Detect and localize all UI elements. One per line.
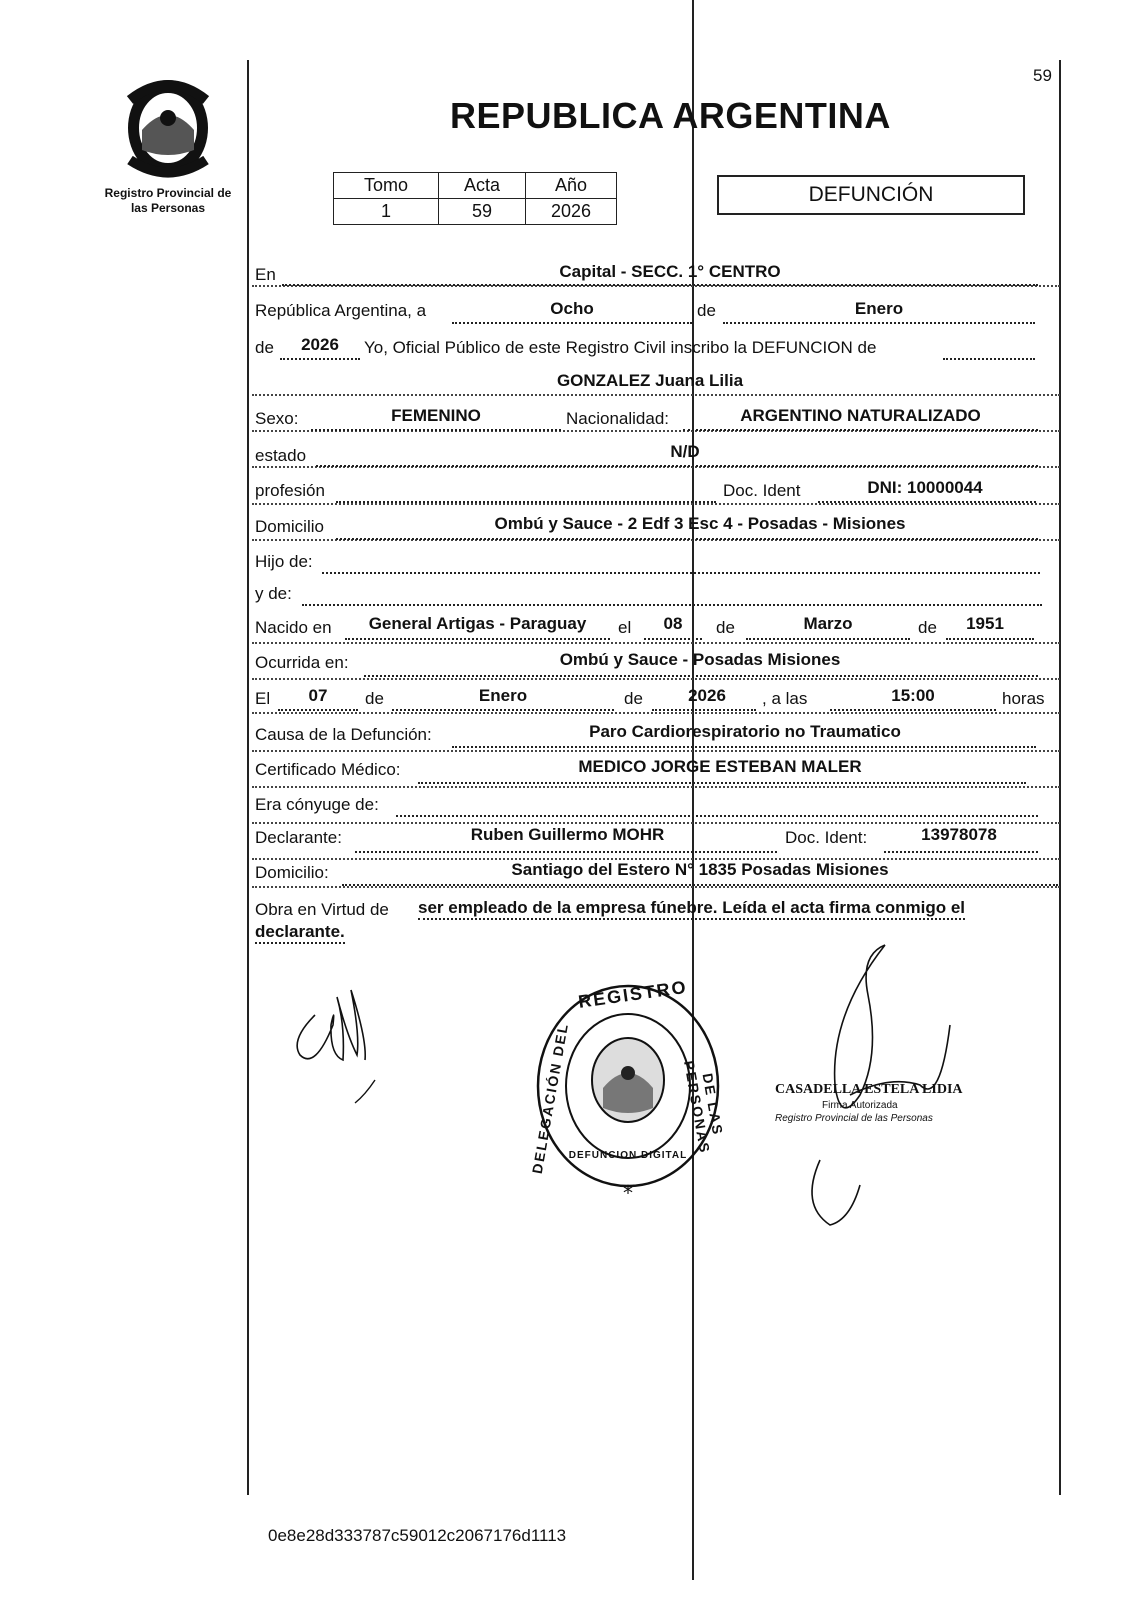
value-causa: Paro Cardiorespiratorio no Traumatico [589,722,901,741]
value-def-dia: 07 [308,686,328,705]
line-nacido-dia [644,638,702,640]
value-ocurrida: Ombú y Sauce - Posadas Misiones [559,650,841,669]
value-obra-line2: declarante. [255,922,345,944]
row-separator [252,712,1060,714]
line-nacionalidad [683,429,1038,431]
label-obra: Obra en Virtud de [255,900,389,919]
document-hash: 0e8e28d333787c59012c2067176d1113 [268,1526,567,1545]
line-certificado [418,782,1026,784]
row-separator [252,394,1060,396]
seal-text-inner: DEFUNCION DIGITAL [568,1150,688,1161]
value-nacido-mes: Marzo [803,614,853,633]
label-nacido-en: Nacido en [255,618,332,637]
value-lugar: Capital - SECC. 1° CENTRO [559,262,781,281]
row-separator [252,786,1060,788]
line-nacido-anio [946,638,1034,640]
label-en: En [255,265,276,284]
line-nacido-lugar [345,638,610,640]
value-domicilio: Ombú y Sauce - 2 Edf 3 Esc 4 - Posadas - Misiones [494,514,906,533]
line-causa [452,746,1036,748]
label-de-mes: de [716,618,735,637]
row-separator [252,503,1060,505]
label-horas: horas [1002,689,1045,708]
value-acta: 59 [439,199,526,225]
value-declarante-domicilio: Santiago del Estero N° 1835 Posadas Misiones [511,860,889,879]
line-y-de [302,604,1042,606]
line-declarante [355,851,777,853]
line-domicilio [336,538,1038,540]
declarant-signature [285,985,395,1105]
line-def-dia [278,709,358,711]
line-hijo-de [322,572,1040,574]
line-anio [280,358,360,360]
line-conyuge [396,815,1038,817]
label-estado: estado [255,446,307,465]
value-obra-line1: ser empleado de la empresa fúnebre. Leída el acta firma conmigo el [418,898,965,920]
left-border-line [247,60,249,1495]
label-y-de: y de: [255,584,292,603]
registry-logo [120,70,216,180]
value-def-mes: Enero [478,686,528,705]
page-title: REPUBLICA ARGENTINA [450,95,891,136]
label-nacionalidad: Nacionalidad: [566,409,670,428]
value-def-anio: 2026 [688,686,726,705]
label-doc-ident-decl: Doc. Ident: [785,828,868,847]
line-def-hora [830,709,996,711]
record-table [333,172,617,225]
value-doc: DNI: 10000044 [867,478,983,497]
value-estado: N/D [670,442,700,461]
label-declarante: Declarante: [255,828,342,847]
line-tail [943,358,1035,360]
value-anio: 2026 [301,335,339,354]
seal-text-right: DE LAS PERSONAS [681,1059,727,1156]
line-nacido-mes [746,638,910,640]
svg-text:*: * [623,1181,633,1205]
label-yo-oficial: Yo, Oficial Público de este Registro Civil inscribo la DEFUNCION de [364,338,877,357]
value-certificado: MEDICO JORGE ESTEBAN MALER [578,757,862,776]
line-dia [452,322,692,324]
line-declarante-doc [884,851,1038,853]
line-profesion [336,501,716,503]
line-def-mes [392,709,614,711]
value-dia-letras: Ocho [550,299,594,318]
value-anio: 2026 [526,199,617,225]
line-lugar [282,284,1038,286]
line-domicilio-decl [342,884,1058,886]
page-number: 59 [1033,66,1052,85]
label-el: el [618,618,632,637]
header-tomo: Tomo [334,173,439,199]
official-org: Registro Provincial de las Personas [775,1113,933,1124]
label-doc-ident: Doc. Ident [723,481,801,500]
label-causa: Causa de la Defunción: [255,725,432,744]
value-nacionalidad: ARGENTINO NATURALIZADO [740,406,981,425]
label-domicilio-decl: Domicilio: [255,863,329,882]
value-sexo: FEMENINO [391,406,481,425]
header-anio: Año [526,173,617,199]
label-de-def: de [365,689,384,708]
line-estado [316,465,1038,467]
label-profesion: profesión [255,481,325,500]
fold-line [692,0,694,1580]
row-separator [252,822,1060,824]
label-conyuge: Era cónyuge de: [255,795,379,814]
seal-text-top: REGISTRO [577,976,689,1012]
line-doc [818,501,1036,503]
label-ocurrida: Ocurrida en: [255,653,349,672]
official-name: CASADELLA ESTELA LIDIA [775,1082,963,1097]
value-declarante-doc: 13978078 [921,825,997,844]
seal-text-left: DELEGACIÓN DEL [528,1021,572,1175]
right-border-line [1059,60,1061,1495]
line-mes [723,322,1035,324]
value-tomo: 1 [334,199,439,225]
line-sexo [311,429,561,431]
value-mes: Enero [854,299,904,318]
header-acta: Acta [439,173,526,199]
registry-name: Registro Provincial de las Personas [104,186,232,215]
value-nacido-lugar: General Artigas - Paraguay [368,614,587,633]
line-def-anio [652,709,756,711]
record-type-box: DEFUNCIÓN [717,175,1025,215]
row-separator [252,678,1060,680]
label-de-anio2: de [918,618,937,637]
label-de: de [697,301,716,320]
province-shield-icon [120,70,216,180]
official-role: Firma Autorizada [822,1100,898,1111]
value-declarante: Ruben Guillermo MOHR [470,825,665,844]
line-ocurrida [364,675,1038,677]
row-separator [252,750,1060,752]
label-de-def2: de [624,689,643,708]
label-domicilio: Domicilio [255,517,324,536]
row-separator [252,886,1060,888]
label-republica: República Argentina, a [255,301,427,320]
row-separator [252,642,1060,644]
value-nacido-dia: 08 [663,614,683,633]
value-nombre: GONZALEZ Juana Lilia [556,371,744,390]
label-sexo: Sexo: [255,409,299,428]
label-el-cap: El [255,689,271,708]
value-nacido-anio: 1951 [966,614,1004,633]
label-hijo-de: Hijo de: [255,552,313,571]
label-de-anio: de [255,338,274,357]
label-certificado: Certificado Médico: [255,760,401,779]
value-def-hora: 15:00 [891,686,935,705]
label-a-las: , a las [762,689,808,708]
